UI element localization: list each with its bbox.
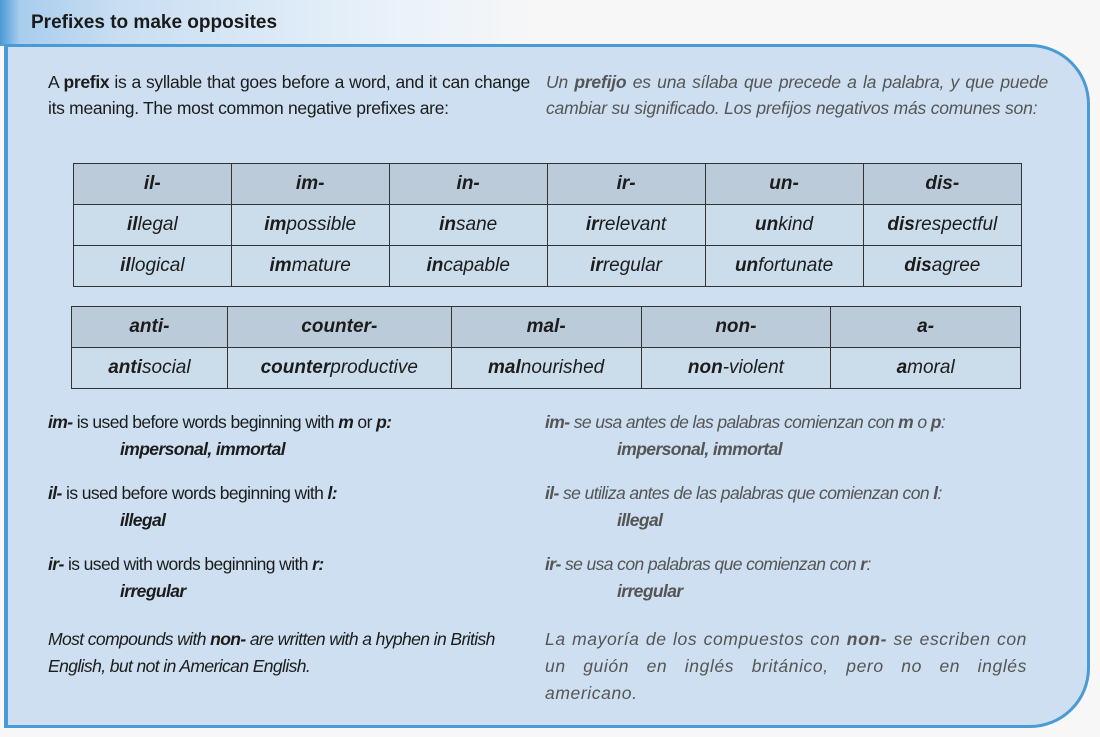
word-prefix: il	[126, 214, 138, 235]
header-cell: im-	[231, 164, 389, 205]
text: is a syllable that goes before a word, and it can change its meaning. The most common negative prefixes are:	[48, 72, 530, 118]
intro-english	[48, 69, 530, 121]
rule-text: se usa antes de las palabras comienzan con	[569, 412, 899, 432]
word-cell	[72, 348, 228, 389]
word-root: agree	[931, 255, 981, 276]
word-cell	[389, 246, 547, 287]
rule-letter: p:	[376, 412, 392, 432]
word-root: regular	[602, 255, 662, 276]
word-cell	[227, 348, 451, 389]
text: are written with a hyphen in British English, but not in American English.	[48, 629, 495, 676]
rule-text: is used before words beginning with	[72, 412, 339, 432]
rule-es	[545, 480, 942, 534]
note-spanish	[545, 626, 1027, 707]
prefix-table-1	[73, 163, 1022, 287]
rule-text: is used before words beginning with	[61, 483, 328, 503]
word-root: -violent	[722, 357, 784, 378]
rule-example: irregular	[617, 581, 683, 601]
term: non-	[210, 629, 246, 649]
word-cell	[863, 246, 1021, 287]
prefix-table-2	[71, 306, 1021, 389]
word-root: relevant	[598, 214, 667, 235]
header-tab	[0, 0, 560, 46]
rule-letter: l	[933, 483, 938, 503]
rule-letter: m	[338, 412, 354, 432]
rule-letter: r	[860, 554, 867, 574]
word-prefix: dis	[887, 214, 915, 235]
rule-text: is used with words beginning with	[63, 554, 313, 574]
rule-es	[545, 409, 945, 463]
word-root: productive	[330, 357, 418, 378]
word-root: social	[142, 357, 191, 378]
rule-example: irregular	[120, 581, 186, 601]
rule-prefix: im-	[545, 412, 570, 432]
word-prefix: ir	[585, 214, 599, 235]
header-cell: il-	[74, 164, 232, 205]
text: Most compounds with	[48, 629, 211, 649]
word-root: mature	[291, 255, 351, 276]
rule-prefix: il-	[48, 483, 62, 503]
word-prefix: ir	[590, 255, 603, 276]
rule-prefix: ir-	[545, 554, 561, 574]
word-prefix: in	[439, 214, 456, 235]
rule-text: :	[937, 483, 942, 503]
rule-text: or	[353, 412, 377, 432]
word-root: moral	[907, 357, 955, 378]
text: La mayoría de los compuestos con	[545, 629, 847, 649]
rule-text: se utiliza antes de las palabras que comienzan con	[558, 483, 934, 503]
rule-text: o	[913, 412, 931, 432]
word-root: kind	[778, 214, 814, 235]
text: es una sílaba que precede a la palabra, y que puede cambiar su significado. Los prefijos negativos más comunes son:	[546, 72, 1049, 118]
word-prefix: un	[734, 255, 759, 276]
word-root: respectful	[914, 214, 998, 235]
term-prefijo: prefijo	[574, 72, 627, 92]
table-row	[74, 205, 1022, 246]
rule-example: illegal	[120, 510, 166, 530]
rule-prefix: il-	[545, 483, 559, 503]
word-prefix: anti	[108, 357, 143, 378]
header-cell: a-	[831, 307, 1021, 348]
word-cell	[705, 205, 863, 246]
word-cell	[547, 205, 705, 246]
page-title: Prefixes to make opposites	[31, 12, 278, 33]
rule-es	[545, 551, 871, 605]
header-cell: counter-	[227, 307, 451, 348]
rule-text: :	[866, 554, 871, 574]
rule-en	[48, 551, 324, 605]
word-cell	[74, 205, 232, 246]
word-root: capable	[443, 255, 510, 276]
word-root: possible	[286, 214, 357, 235]
text: Un	[546, 72, 575, 92]
rule-en	[48, 409, 391, 463]
word-prefix: im	[264, 214, 287, 235]
word-cell	[863, 205, 1021, 246]
text: se escriben con un guión en inglés británico, pero no en inglés americano.	[545, 629, 1027, 703]
word-prefix: non	[687, 357, 723, 378]
word-prefix: counter	[260, 357, 331, 378]
rule-letter: m	[898, 412, 914, 432]
rule-prefix: im-	[48, 412, 73, 432]
word-prefix: in	[426, 255, 444, 276]
word-cell	[451, 348, 641, 389]
word-cell	[389, 205, 547, 246]
word-prefix: im	[269, 255, 292, 276]
header-cell: non-	[641, 307, 831, 348]
word-root: legal	[137, 214, 178, 235]
term-prefix: prefix	[63, 72, 110, 92]
word-cell	[231, 246, 389, 287]
rule-example: impersonal, immortal	[617, 439, 782, 459]
word-prefix: a	[896, 357, 908, 378]
word-cell	[74, 246, 232, 287]
table-header-row	[72, 307, 1021, 348]
table-row	[74, 246, 1022, 287]
rule-letter: l:	[327, 483, 338, 503]
word-cell	[547, 246, 705, 287]
header-cell: mal-	[451, 307, 641, 348]
word-root: sane	[456, 214, 498, 235]
header-cell: anti-	[72, 307, 228, 348]
note-english	[48, 626, 533, 680]
rule-letter: p	[930, 412, 941, 432]
word-prefix: un	[755, 214, 779, 235]
rule-example: impersonal, immortal	[120, 439, 285, 459]
rule-example: illegal	[617, 510, 663, 530]
word-prefix: dis	[904, 255, 932, 276]
rule-prefix: ir-	[48, 554, 64, 574]
header-cell: in-	[389, 164, 547, 205]
word-cell	[831, 348, 1021, 389]
word-root: fortunate	[758, 255, 834, 276]
word-cell	[641, 348, 831, 389]
header-cell: dis-	[863, 164, 1021, 205]
word-root: nourished	[520, 357, 605, 378]
word-prefix: mal	[488, 357, 521, 378]
header-cell: un-	[705, 164, 863, 205]
word-cell	[231, 205, 389, 246]
term: non-	[846, 629, 888, 649]
header-cell: ir-	[547, 164, 705, 205]
word-prefix: il	[120, 255, 131, 276]
text: A	[48, 72, 64, 92]
intro-spanish	[546, 69, 1048, 121]
word-cell	[705, 246, 863, 287]
word-root: logical	[130, 255, 185, 276]
table-row	[72, 348, 1021, 389]
rule-letter: r:	[312, 554, 324, 574]
rule-text: se usa con palabras que comienzan con	[560, 554, 861, 574]
table-header-row	[74, 164, 1022, 205]
rule-en	[48, 480, 337, 534]
rule-text: :	[940, 412, 946, 432]
